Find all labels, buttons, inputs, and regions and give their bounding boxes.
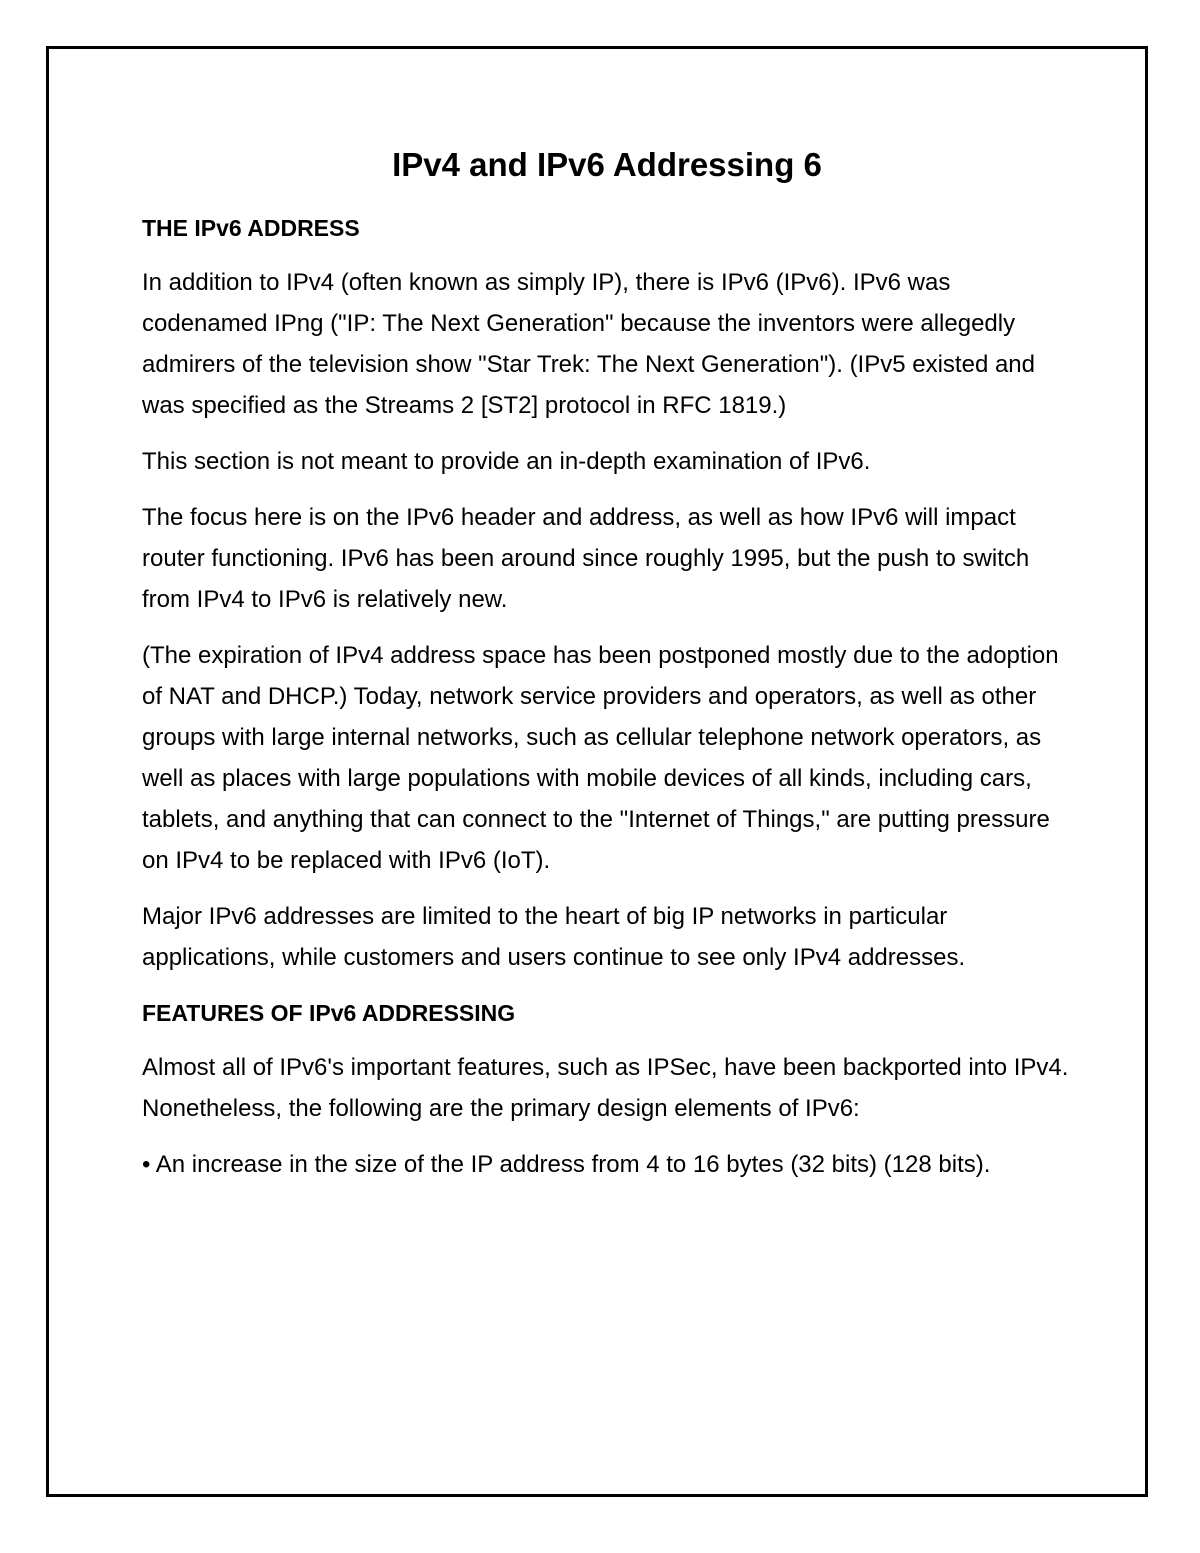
paragraph-scope: This section is not meant to provide an in-depth examination of IPv6. xyxy=(142,448,871,475)
section-heading-features: FEATURES OF IPv6 ADDRESSING xyxy=(142,1000,516,1026)
section-heading-ipv6-address: THE IPv6 ADDRESS xyxy=(142,215,360,241)
document-body xyxy=(142,140,1072,1185)
page-title: IPv4 and IPv6 Addressing 6 xyxy=(392,146,822,183)
paragraph-major-addresses: Major IPv6 addresses are limited to the heart of big IP networks in particular applications, while customers and users continue to see only IPv4 addresses. xyxy=(142,903,966,971)
paragraph-features-intro: Almost all of IPv6's important features, such as IPSec, have been backported into IPv4. Nonetheless, the following are the primary design elements of IPv6: xyxy=(142,1054,1069,1122)
list-item: • An increase in the size of the IP address from 4 to 16 bytes (32 bits) (128 bits). xyxy=(142,1151,991,1178)
paragraph-focus: The focus here is on the IPv6 header and address, as well as how IPv6 will impact router functioning. IPv6 has been around since roughly 1995, but the push to switch from IPv4 to IPv6 is relatively new. xyxy=(142,504,1030,613)
paragraph-intro: In addition to IPv4 (often known as simply IP), there is IPv6 (IPv6). IPv6 was codenamed IPng ("IP: The Next Generation" because the inventors were allegedly admirers of the television show "Star Trek: The Next Generation"). (IPv5 existed and was specified as the Streams 2 [ST2] protocol in RFC 1819.) xyxy=(142,269,1036,419)
paragraph-expiration: (The expiration of IPv4 address space has been postponed mostly due to the adoption of NAT and DHCP.) Today, network service providers and operators, as well as other groups with large internal networks, such as cellular telephone network operators, as well as places with large populations with mobile devices of all kinds, including cars, tablets, and anything that can connect to the "Internet of Things," are putting pressure on IPv4 to be replaced with IPv6 (IoT). xyxy=(142,642,1059,874)
